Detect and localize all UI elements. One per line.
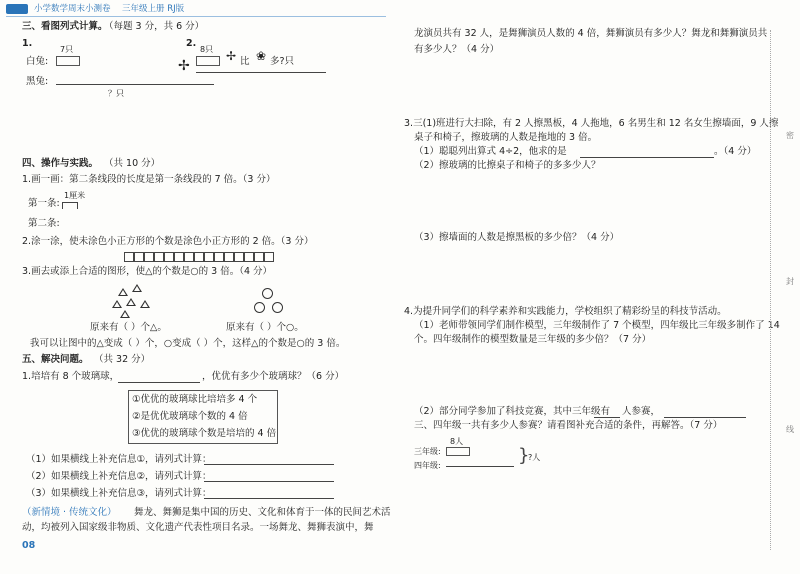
color-square[interactable] xyxy=(244,252,254,262)
s4-unit-label: 1厘米 xyxy=(64,191,86,200)
section3-score: （每题 3 分，共 6 分） xyxy=(104,21,205,32)
grade-label: 三年级上册 RJ版 xyxy=(122,4,185,14)
s4-orig-circles: 原来有（ ）个○。 xyxy=(226,322,304,333)
s5-sub1: （1）如果横线上补充信息①，请列式计算： xyxy=(26,454,212,465)
seal-mark-feng: 封 xyxy=(786,277,794,286)
s5-sub3-blank[interactable] xyxy=(204,498,334,499)
series-title: 小学数学周末小测卷 xyxy=(34,4,111,14)
s5-q2-line2: 动，均被列入国家级非物质、文化遗产代表性项目名录。一场舞龙、舞狮表演中，舞 xyxy=(22,522,374,533)
r-q3-sub1-blank[interactable] xyxy=(580,157,714,158)
color-square[interactable] xyxy=(134,252,144,262)
s5-sub1-blank[interactable] xyxy=(204,464,334,465)
r-q4-sub1-b: 个。四年级制作的模型数量是三年级的多少倍？（7 分） xyxy=(414,334,652,345)
diagram-grade3-bar xyxy=(446,447,470,456)
triangle-shape xyxy=(118,288,128,296)
r-q3-line1: 3.三(1)班进行大扫除，有 2 人擦黑板，4 人拖地，6 名男生和 12 名女生擦墙面，9 人擦 xyxy=(404,118,779,129)
r-q2-line3: 龙演员共有 32 人，是舞狮演员人数的 4 倍，舞狮演员有多少人？舞龙和舞狮演员共 xyxy=(414,28,768,39)
header-divider xyxy=(6,16,386,17)
color-square[interactable] xyxy=(194,252,204,262)
r-q4-sub2-b: 三、四年级一共有多少人参赛？请看图补充合适的条件，再解答。（7 分） xyxy=(414,420,723,431)
circle-shape xyxy=(254,302,265,313)
seal-mark-mi: 密 xyxy=(786,131,794,140)
s3-q1-top-label: 7只 xyxy=(60,45,74,54)
brace-icon: } xyxy=(518,445,530,466)
r-q3-line2: 桌子和椅子，擦玻璃的人数是拖地的 3 倍。 xyxy=(414,132,598,143)
s3-q1-white-label: 白兔: xyxy=(26,56,49,67)
r-q3-sub1: （1）聪聪列出算式 4÷2，他求的是 xyxy=(414,146,567,157)
s5-q2-tag: （新情境 · 传统文化） xyxy=(22,507,117,518)
s5-sub2-blank[interactable] xyxy=(204,481,334,482)
s3-q2-bottom-bar xyxy=(196,72,326,73)
s4-q2: 2.涂一涂，使未涂色小正方形的个数是涂色小正方形的 2 倍。（3 分） xyxy=(22,236,314,247)
r-q2-line4: 有多少人？（4 分） xyxy=(414,44,500,55)
color-square[interactable] xyxy=(174,252,184,262)
circle-shape xyxy=(262,288,273,299)
s3-q2-more: 多?只 xyxy=(270,56,295,67)
color-square[interactable] xyxy=(214,252,224,262)
triangle-shape xyxy=(112,300,122,308)
r-q4-sub2-a: （2）部分同学参加了科技竞赛，其中三年级有 xyxy=(414,406,611,417)
s5-q1-tail: ，优优有多少个玻璃球？（6 分） xyxy=(202,371,345,382)
r-q4-line1: 4.为提升同学们的科学素养和实践能力，学校组织了精彩纷呈的科技节活动。 xyxy=(404,306,727,317)
s5-option-3: ③优优的玻璃球个数是培培的 4 倍 xyxy=(132,428,277,439)
color-square[interactable] xyxy=(184,252,194,262)
s4-orig-triangles: 原来有（ ）个△。 xyxy=(90,322,167,333)
s5-sub2: （2）如果横线上补充信息②，请列式计算： xyxy=(26,471,212,482)
s4-first-label: 第一条: xyxy=(28,198,60,209)
seal-line xyxy=(770,30,772,550)
s3-q1-bottom-label: ？只 xyxy=(108,89,124,98)
r-q3-sub1-score: 。（4 分） xyxy=(714,146,757,157)
color-square[interactable] xyxy=(154,252,164,262)
triangle-shape xyxy=(120,310,130,318)
r-q3-sub3: （3）擦墙面的人数是擦黑板的多少倍？（4 分） xyxy=(414,232,620,243)
s5-option-2: ②是优优玻璃球个数的 4 倍 xyxy=(132,411,248,422)
page-number: 08 xyxy=(22,540,36,551)
s5-q1: 1.培培有 8 个玻璃球， xyxy=(22,371,120,382)
color-square[interactable] xyxy=(264,252,274,262)
r-q4-sub1-a: （1）老师带领同学们制作模型，三年级制作了 7 个模型，四年级比三年级多制作了 14 xyxy=(414,320,780,331)
r-q4-sub2-blank1[interactable] xyxy=(594,417,620,418)
circle-shape xyxy=(272,302,283,313)
dragonfly-icon: ✢ xyxy=(178,58,190,74)
section4-score: （共 10 分） xyxy=(104,158,161,169)
triangle-shape xyxy=(126,298,136,306)
section5-score: （共 32 分） xyxy=(94,354,151,365)
color-square[interactable] xyxy=(254,252,264,262)
diagram-question-label: ?人 xyxy=(528,453,541,462)
color-square[interactable] xyxy=(164,252,174,262)
s5-option-1: ①优优的玻璃球比培培多 4 个 xyxy=(132,394,258,405)
r-q3-sub2: （2）擦玻璃的比擦桌子和椅子的多多少人？ xyxy=(414,160,601,171)
s3-q1-num: 1. xyxy=(22,38,33,49)
butterfly-icon: ❀ xyxy=(256,49,267,63)
color-square[interactable] xyxy=(124,252,134,262)
diagram-top-label: 8人 xyxy=(450,437,464,446)
r-q4-sub2-a2: 人参赛， xyxy=(622,406,661,417)
brand-logo xyxy=(6,4,28,14)
s4-q3: 3.画去或添上合适的图形，使△的个数是○的 3 倍。（4 分） xyxy=(22,266,273,277)
s5-q1-blank[interactable] xyxy=(118,382,200,383)
triangle-shape xyxy=(132,284,142,292)
seal-mark-xian: 线 xyxy=(786,425,794,434)
color-square[interactable] xyxy=(204,252,214,262)
section5-title: 五、解决问题。 xyxy=(22,354,89,365)
s3-q2-top-label: 8只 xyxy=(200,45,214,54)
s3-q1-black-label: 黑兔: xyxy=(26,76,49,87)
color-square[interactable] xyxy=(234,252,244,262)
s4-q1: 1.画一画：第二条线段的长度是第一条线段的 7 倍。（3 分） xyxy=(22,174,276,185)
color-square[interactable] xyxy=(144,252,154,262)
s3-q2-compare: 比 xyxy=(240,56,250,67)
s4-first-segment xyxy=(62,202,78,209)
diagram-grade3-label: 三年级: xyxy=(414,447,441,456)
dragonfly-icon: ✢ xyxy=(226,49,237,63)
s4-change: 我可以让图中的△变成（ ）个，○变成（ ）个，这样△的个数是○的 3 倍。 xyxy=(30,338,346,349)
s3-q1-white-bar xyxy=(56,56,80,66)
s5-q2-line1: 舞龙、舞狮是集中国的历史、文化和体育于一体的民间艺术活 xyxy=(134,507,391,518)
s5-sub3: （3）如果横线上补充信息③，请列式计算： xyxy=(26,488,212,499)
color-square[interactable] xyxy=(224,252,234,262)
diagram-grade4-label: 四年级: xyxy=(414,461,441,470)
s3-q1-black-bar xyxy=(56,84,214,85)
diagram-grade4-bar xyxy=(446,466,514,467)
section3-title: 三、看图列式计算。 xyxy=(22,21,108,32)
r-q4-sub2-blank2[interactable] xyxy=(664,417,746,418)
s3-q2-top-bar xyxy=(196,56,220,66)
triangle-shape xyxy=(140,300,150,308)
s4-second-label: 第二条: xyxy=(28,218,60,229)
s3-q2-num: 2. xyxy=(186,38,197,49)
section4-title: 四、操作与实践。 xyxy=(22,158,99,169)
